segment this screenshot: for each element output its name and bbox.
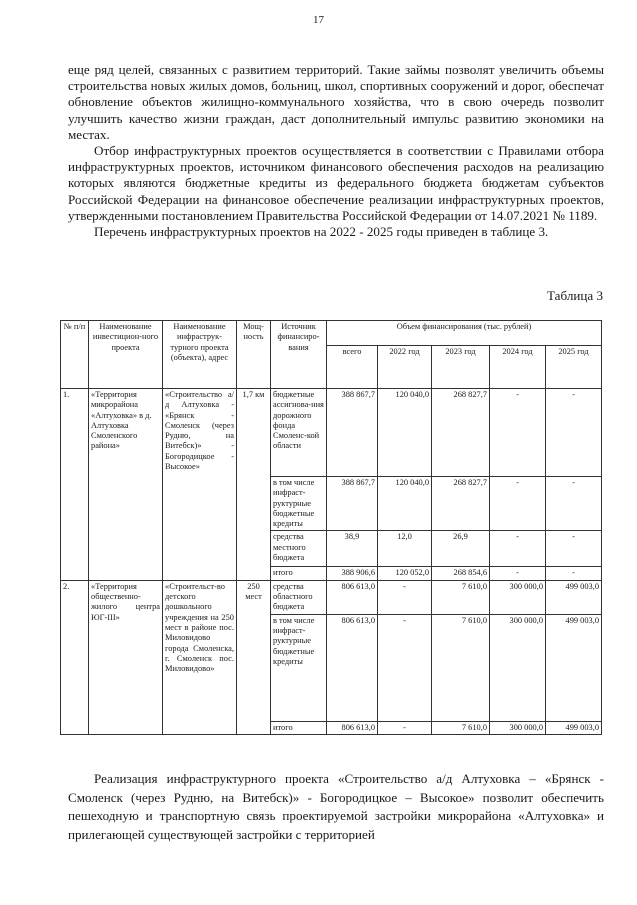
body-text-top bbox=[68, 62, 604, 240]
amount-2022: - bbox=[378, 614, 432, 721]
paragraph: Перечень инфраструктурных проектов на 2022 - 2025 годы приведен в таблице 3. bbox=[94, 224, 549, 240]
amount-2022: 12,0 bbox=[378, 531, 432, 567]
paragraph: еще ряд целей, связанных с развитием территорий. Такие займы позволят увеличить объемы строительства новых жилых домов, больниц, школ, спортивных сооружений и дорог, обеспечат обновление объектов жилищно-коммунального хозяйства, что в свою очередь позволит улучшить качество жизни граждан, даст дополнительный импульс развитию экономики на местах. bbox=[68, 62, 604, 142]
amount-total: 38,9 bbox=[327, 531, 378, 567]
funding-source: в том числе инфраст-руктурные бюджетные кредиты bbox=[271, 614, 327, 721]
amount-2022: 120 052,0 bbox=[378, 567, 432, 580]
amount-2025: - bbox=[546, 567, 602, 580]
investment-project-name: «Территория общественно-жилого центра ЮГ-III» bbox=[89, 580, 163, 734]
amount-2023: 268 854,6 bbox=[432, 567, 490, 580]
funding-source: бюджетные ассигнова-ния дорожного фонда Смоленс-кой области bbox=[271, 389, 327, 477]
funding-source: итого bbox=[271, 567, 327, 580]
amount-total: 806 613,0 bbox=[327, 721, 378, 734]
header-2024: 2024 год bbox=[490, 346, 546, 389]
header-funding-group: Объем финансирования (тыс. рублей) bbox=[327, 321, 602, 346]
amount-total: 388 906,6 bbox=[327, 567, 378, 580]
investment-project-name: «Территория микрорайона «Алтуховка» в д. Алтуховка Смоленского района» bbox=[89, 389, 163, 581]
amount-2022: - bbox=[378, 580, 432, 614]
capacity: 250 мест bbox=[237, 580, 271, 734]
table-caption: Таблица 3 bbox=[547, 288, 603, 303]
projects-table bbox=[60, 320, 602, 735]
amount-2024: - bbox=[490, 389, 546, 477]
infrastructure-project-name: «Строительство а/д Алтуховка - «Брянск - Смоленск (через Рудню, на Витебск)» - Богородицкое - Высокое» bbox=[163, 389, 237, 581]
header-2022: 2022 год bbox=[378, 346, 432, 389]
amount-2023: 268 827,7 bbox=[432, 477, 490, 531]
body-text-bottom bbox=[68, 770, 604, 844]
project-num: 1. bbox=[61, 389, 89, 581]
paragraph: Реализация инфраструктурного проекта «Строительство а/д Алтуховка – «Брянск - Смоленск (через Рудню, на Витебск)» - Богородицкое – Высокое» позволит обеспечить пешеходную и транспортную связь проектируемой застройки микрорайона «Алтуховка» и прилегающей существующей застройки с территорией bbox=[68, 771, 604, 842]
table-row bbox=[61, 389, 602, 477]
project-num: 2. bbox=[61, 580, 89, 734]
infrastructure-project-name: «Строительст-во детского дошкольного учреждения на 250 мест в районе пос. Миловидово города Смоленска, г. Смоленск пос. Миловидово» bbox=[163, 580, 237, 734]
paragraph: Отбор инфраструктурных проектов осуществляется в соответствии с Правилами отбора инфраструктурных проектов, источником финансового обеспечения расходов на реализацию которых являются бюджетные кредиты из федерального бюджета бюджетам субъектов Российской Федерации на финансовое обеспечение реализации инфраструктурных проектов, утвержденными постановлением Правительства Российской Федерации от 14.07.2021 № 1189. bbox=[68, 143, 604, 223]
funding-source: средства областного бюджета bbox=[271, 580, 327, 614]
amount-2022: 120 040,0 bbox=[378, 477, 432, 531]
amount-2024: 300 000,0 bbox=[490, 614, 546, 721]
table-row bbox=[61, 580, 602, 614]
header-infrastructure-project: Наименование инфраструк-турного проекта (объекта), адрес bbox=[163, 321, 237, 389]
amount-2025: 499 003,0 bbox=[546, 721, 602, 734]
capacity: 1,7 км bbox=[237, 389, 271, 581]
amount-2024: 300 000,0 bbox=[490, 580, 546, 614]
page-number: 17 bbox=[313, 14, 324, 26]
amount-total: 806 613,0 bbox=[327, 580, 378, 614]
header-num: № п/п bbox=[61, 321, 89, 389]
amount-2023: 7 610,0 bbox=[432, 614, 490, 721]
header-capacity: Мощ-ность bbox=[237, 321, 271, 389]
header-investment-project: Наименование инвестицион-ного проекта bbox=[89, 321, 163, 389]
amount-2022: - bbox=[378, 721, 432, 734]
amount-total: 388 867,7 bbox=[327, 477, 378, 531]
amount-2024: - bbox=[490, 567, 546, 580]
amount-2024: - bbox=[490, 477, 546, 531]
header-2023: 2023 год bbox=[432, 346, 490, 389]
amount-2025: - bbox=[546, 477, 602, 531]
funding-source: в том числе инфраст-руктурные бюджетные кредиты bbox=[271, 477, 327, 531]
funding-source: средства местного бюджета bbox=[271, 531, 327, 567]
amount-2024: 300 000,0 bbox=[490, 721, 546, 734]
amount-2025: 499 003,0 bbox=[546, 580, 602, 614]
amount-2023: 268 827,7 bbox=[432, 389, 490, 477]
header-total: всего bbox=[327, 346, 378, 389]
amount-2024: - bbox=[490, 531, 546, 567]
amount-2025: - bbox=[546, 389, 602, 477]
amount-total: 806 613,0 bbox=[327, 614, 378, 721]
amount-2023: 26,9 bbox=[432, 531, 490, 567]
amount-2025: 499 003,0 bbox=[546, 614, 602, 721]
amount-total: 388 867,7 bbox=[327, 389, 378, 477]
amount-2023: 7 610,0 bbox=[432, 580, 490, 614]
header-2025: 2025 год bbox=[546, 346, 602, 389]
amount-2023: 7 610,0 bbox=[432, 721, 490, 734]
header-source: Источник финансиро-вания bbox=[271, 321, 327, 389]
funding-source: итого bbox=[271, 721, 327, 734]
amount-2025: - bbox=[546, 531, 602, 567]
amount-2022: 120 040,0 bbox=[378, 389, 432, 477]
